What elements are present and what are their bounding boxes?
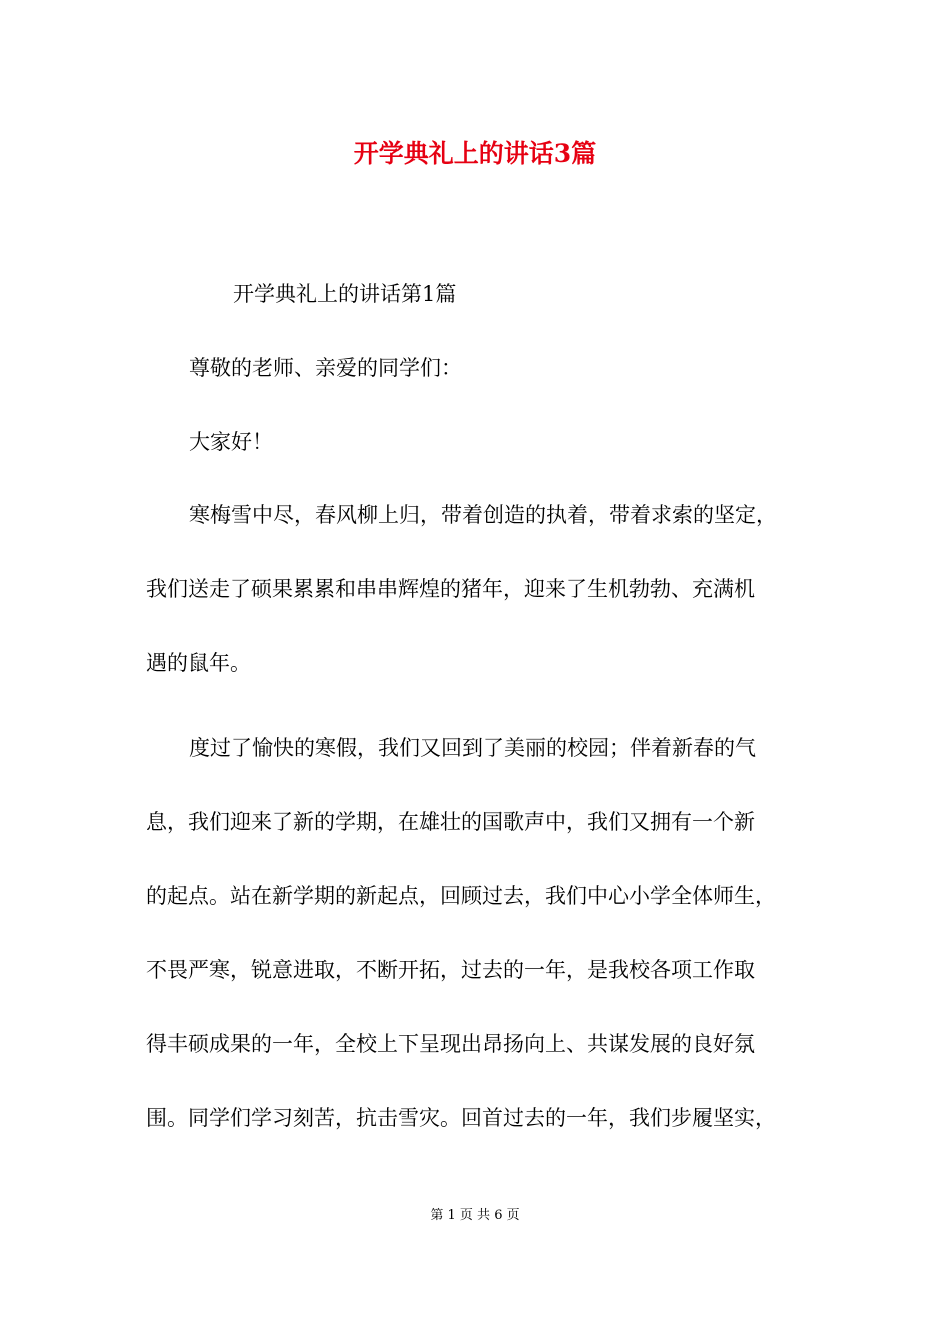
- page-footer: 第 1 页 共 6 页: [430, 1208, 520, 1223]
- paragraph-line: 的起点。站在新学期的新起点，回顾过去，我们中心小学全体师生，: [146, 884, 776, 908]
- paragraph-line: 我们送走了硕果累累和串串辉煌的猪年，迎来了生机勃勃、充满机: [146, 577, 755, 601]
- paragraph-line: 遇的鼠年。: [146, 651, 251, 675]
- document-title: 开学典礼上的讲话3篇: [353, 139, 597, 168]
- paragraph-line: 围。同学们学习刻苦，抗击雪灾。回首过去的一年，我们步履坚实，: [146, 1106, 776, 1130]
- paragraph-2: [146, 711, 814, 1155]
- section-heading: 开学典礼上的讲话第1篇: [233, 282, 457, 306]
- paragraph-line: 寒梅雪中尽，春风柳上归，带着创造的执着，带着求索的坚定，: [189, 503, 777, 527]
- paragraph-line: 得丰硕成果的一年，全校上下呈现出昂扬向上、共谋发展的良好氛: [146, 1032, 755, 1056]
- paragraph-line: 息，我们迎来了新的学期，在雄壮的国歌声中，我们又拥有一个新: [146, 810, 755, 834]
- hello-line: 大家好！: [189, 430, 273, 454]
- greeting-line: 尊敬的老师、亲爱的同学们：: [189, 356, 462, 380]
- paragraph-line: 度过了愉快的寒假，我们又回到了美丽的校园；伴着新春的气: [189, 736, 756, 760]
- paragraph-line: 不畏严寒，锐意进取，不断开拓，过去的一年，是我校各项工作取: [146, 958, 755, 982]
- paragraph-1: [146, 478, 814, 700]
